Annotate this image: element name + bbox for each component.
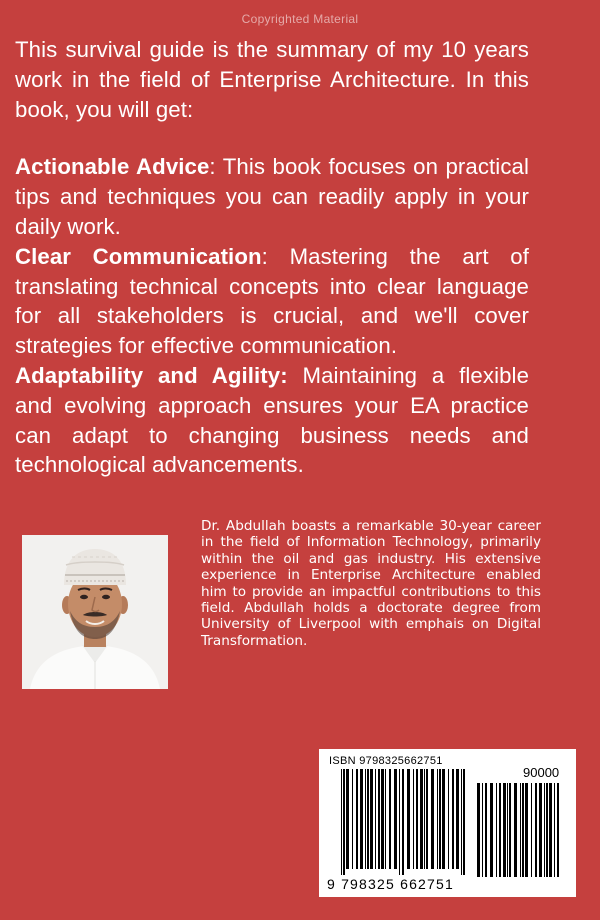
barcode-bar <box>554 783 555 877</box>
barcode-bar <box>346 769 349 869</box>
barcode-bar <box>452 769 454 869</box>
feature-actionable-advice <box>15 152 529 241</box>
barcode-box <box>319 749 576 897</box>
barcode-bar <box>360 769 363 869</box>
barcode-bar <box>431 769 434 869</box>
barcode-bar <box>426 769 428 869</box>
barcode-bar <box>343 769 345 875</box>
barcode-icon <box>319 749 576 897</box>
feature-title: Clear Communication <box>15 243 262 269</box>
barcode-bar <box>416 769 418 869</box>
isbn-label: ISBN 9798325662751 <box>329 755 443 767</box>
barcode-bar <box>546 783 548 877</box>
barcode-bar <box>525 783 528 877</box>
barcode-bar <box>448 769 449 869</box>
price-code: 90000 <box>523 765 560 780</box>
barcode-bar <box>549 783 552 877</box>
barcode-bar <box>420 769 423 869</box>
barcode-bar <box>407 769 410 869</box>
barcode-bar <box>499 783 501 877</box>
barcode-bar <box>482 783 483 877</box>
barcode-bar <box>509 783 511 877</box>
barcode-bar <box>522 783 524 877</box>
barcode-bar <box>531 783 532 877</box>
barcode-bar <box>477 783 480 877</box>
barcode-bar <box>503 783 506 877</box>
watermark: Copyrighted Material <box>241 12 359 26</box>
author-bio: Dr. Abdullah boasts a remarkable 30-year career in the field of Information Technology, primarily within the oil and gas industry. His extensive experience in Enterprise Architecture enabled him to provide an impactful contributions to this field. Abdullah holds a doctorate degree from University of Liverpool with emphais on Digital Transformation. <box>201 518 541 649</box>
barcode-bar <box>544 783 545 877</box>
feature-adaptability-agility <box>15 361 529 480</box>
back-cover-text <box>15 35 529 480</box>
barcode-bar <box>341 769 342 875</box>
feature-text: : Mastering the art of translating technical concepts into clear language for all stakeholders is crucial, and we'll cover strategies for effective communication. <box>15 243 529 359</box>
barcode-bar <box>356 769 358 869</box>
barcode-bar <box>535 783 537 877</box>
barcode-bar <box>365 769 366 869</box>
barcode-bar <box>381 769 384 869</box>
barcode-bar <box>442 769 445 869</box>
barcode-bar <box>378 769 380 869</box>
barcode-bar <box>385 769 386 869</box>
barcode-bar <box>394 769 397 869</box>
author-photo <box>22 535 168 689</box>
barcode-bar <box>461 769 462 875</box>
intro-paragraph: This survival guide is the summary of my 10 years work in the field of Enterprise Architecture. In this book, you will get: <box>15 37 529 122</box>
barcode-bar <box>402 769 404 875</box>
barcode-bar <box>413 769 414 869</box>
barcode-bar <box>490 783 493 877</box>
feature-title: Adaptability and Agility: <box>15 362 288 388</box>
barcode-bar <box>520 783 521 877</box>
barcode-bar <box>539 783 542 877</box>
barcode-bar <box>456 769 459 869</box>
feature-clear-communication <box>15 242 529 361</box>
feature-title: Actionable Advice <box>15 154 210 180</box>
isbn-digits: 9 798325 662751 <box>327 876 454 892</box>
barcode-bar <box>399 769 400 875</box>
barcode-bar <box>437 769 438 869</box>
barcode-bar <box>389 769 391 869</box>
barcode-bar <box>367 769 369 869</box>
barcode-bar <box>485 783 487 877</box>
barcode-bar <box>463 769 465 875</box>
barcode-bar <box>370 769 373 869</box>
feature-text: Maintaining a flexible and evolving approach ensures your EA practice can adapt to changing business needs and technological advancements. <box>15 362 530 478</box>
barcode-bar <box>424 769 425 869</box>
barcode-bar <box>507 783 508 877</box>
barcode-bar <box>557 783 559 877</box>
barcode-bar <box>514 783 517 877</box>
barcode-bar <box>375 769 376 869</box>
barcode-bar <box>352 769 353 869</box>
paragraph-spacer <box>15 124 529 152</box>
barcode-bar <box>439 769 441 869</box>
feature-text: : This book focuses on practical tips and techniques you can readily apply in your daily work. <box>15 154 529 239</box>
author-portrait-illustration <box>22 535 168 689</box>
barcode-bar <box>496 783 497 877</box>
